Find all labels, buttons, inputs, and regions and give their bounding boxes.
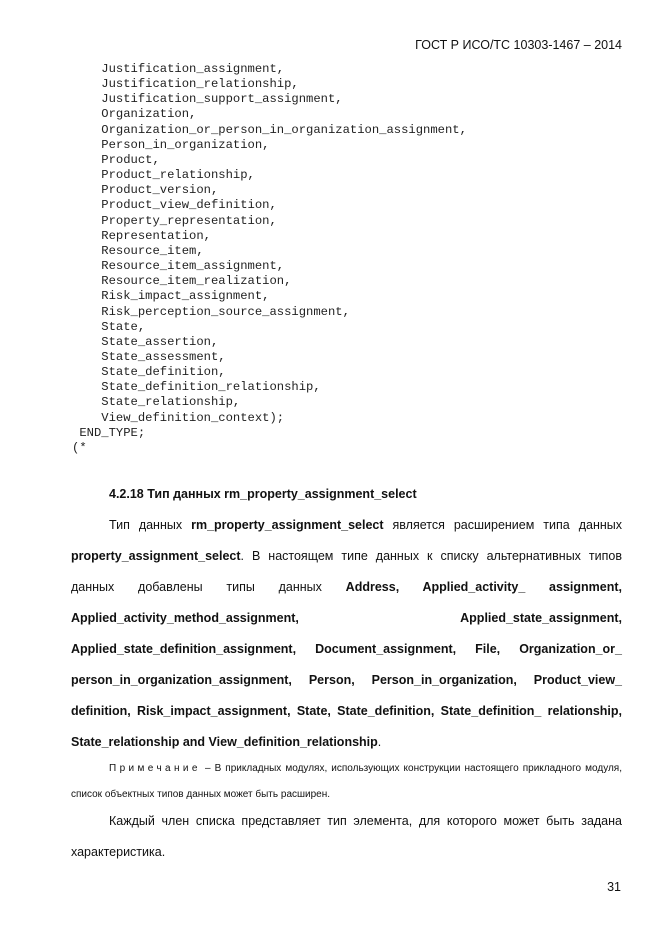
- body-paragraph: Каждый член списка представляет тип элемента, для которого может быть задана характеристика.: [71, 814, 622, 859]
- paragraph-text: .: [377, 735, 382, 749]
- document-header: ГОСТ Р ИСО/ТС 10303-1467 – 2014: [415, 38, 622, 52]
- type-name: property_assignment_select: [71, 549, 241, 563]
- code-line: Risk_perception_source_assignment,: [72, 304, 350, 319]
- code-line: State_assertion,: [72, 334, 219, 349]
- paragraph-text: . В настоящем типе данных к списку альтернативных типов данных добавлены типы данных: [71, 549, 622, 594]
- code-line: Organization_or_person_in_organization_assignment,: [72, 122, 467, 137]
- code-listing: [72, 62, 467, 456]
- code-line: State_relationship,: [72, 395, 241, 410]
- paragraph-text: Тип данных: [109, 518, 192, 532]
- code-line: Property_representation,: [72, 213, 277, 228]
- code-line: Resource_item_assignment,: [72, 259, 285, 274]
- code-line: Product_view_definition,: [72, 198, 277, 213]
- code-line: Organization,: [72, 107, 197, 122]
- page-number: 31: [607, 880, 621, 894]
- code-line: State_definition,: [72, 365, 226, 380]
- code-line: (*: [72, 440, 87, 455]
- type-name: rm_property_assignment_select: [191, 518, 384, 532]
- code-line: State,: [72, 319, 146, 334]
- code-line: Product_relationship,: [72, 168, 255, 183]
- code-line: Person_in_organization,: [72, 137, 270, 152]
- code-line: Justification_assignment,: [72, 62, 285, 76]
- note: [71, 756, 622, 808]
- section-heading: 4.2.18 Тип данных rm_property_assignment_select: [109, 487, 417, 501]
- code-line: Product,: [72, 152, 160, 167]
- code-line: Resource_item_realization,: [72, 274, 292, 289]
- code-line: Risk_impact_assignment,: [72, 289, 270, 304]
- code-line: Product_version,: [72, 183, 219, 198]
- note-label: Примечание: [109, 763, 201, 774]
- type-list: Address, Applied_activity_ assignment, Applied_activity_method_assignment, Applied_state_assignment, Applied_state_definition_assignment, Document_assignment, File, Organization_or_ person_in_organization_assignment, Person, Person_in_organization, Product_view_ definition, Risk_impact_assignment, State, State_definition, State_definition_ relationship, State_relationship and View_definition_relationship: [71, 580, 622, 749]
- code-line: View_definition_context);: [72, 410, 285, 425]
- note-text: – В прикладных модулях, использующих конструкции настоящего прикладного модуля, список объектных типов данных может быть расширен.: [71, 763, 622, 800]
- code-line: State_definition_relationship,: [72, 380, 321, 395]
- code-line: State_assessment,: [72, 349, 226, 364]
- paragraph-text: является расширением типа данных: [383, 518, 622, 532]
- code-line: Resource_item,: [72, 243, 204, 258]
- code-line: Justification_support_assignment,: [72, 92, 343, 107]
- code-line: Justification_relationship,: [72, 77, 299, 92]
- code-line: Representation,: [72, 228, 211, 243]
- code-line: END_TYPE;: [72, 425, 146, 440]
- body-paragraph: [71, 510, 622, 758]
